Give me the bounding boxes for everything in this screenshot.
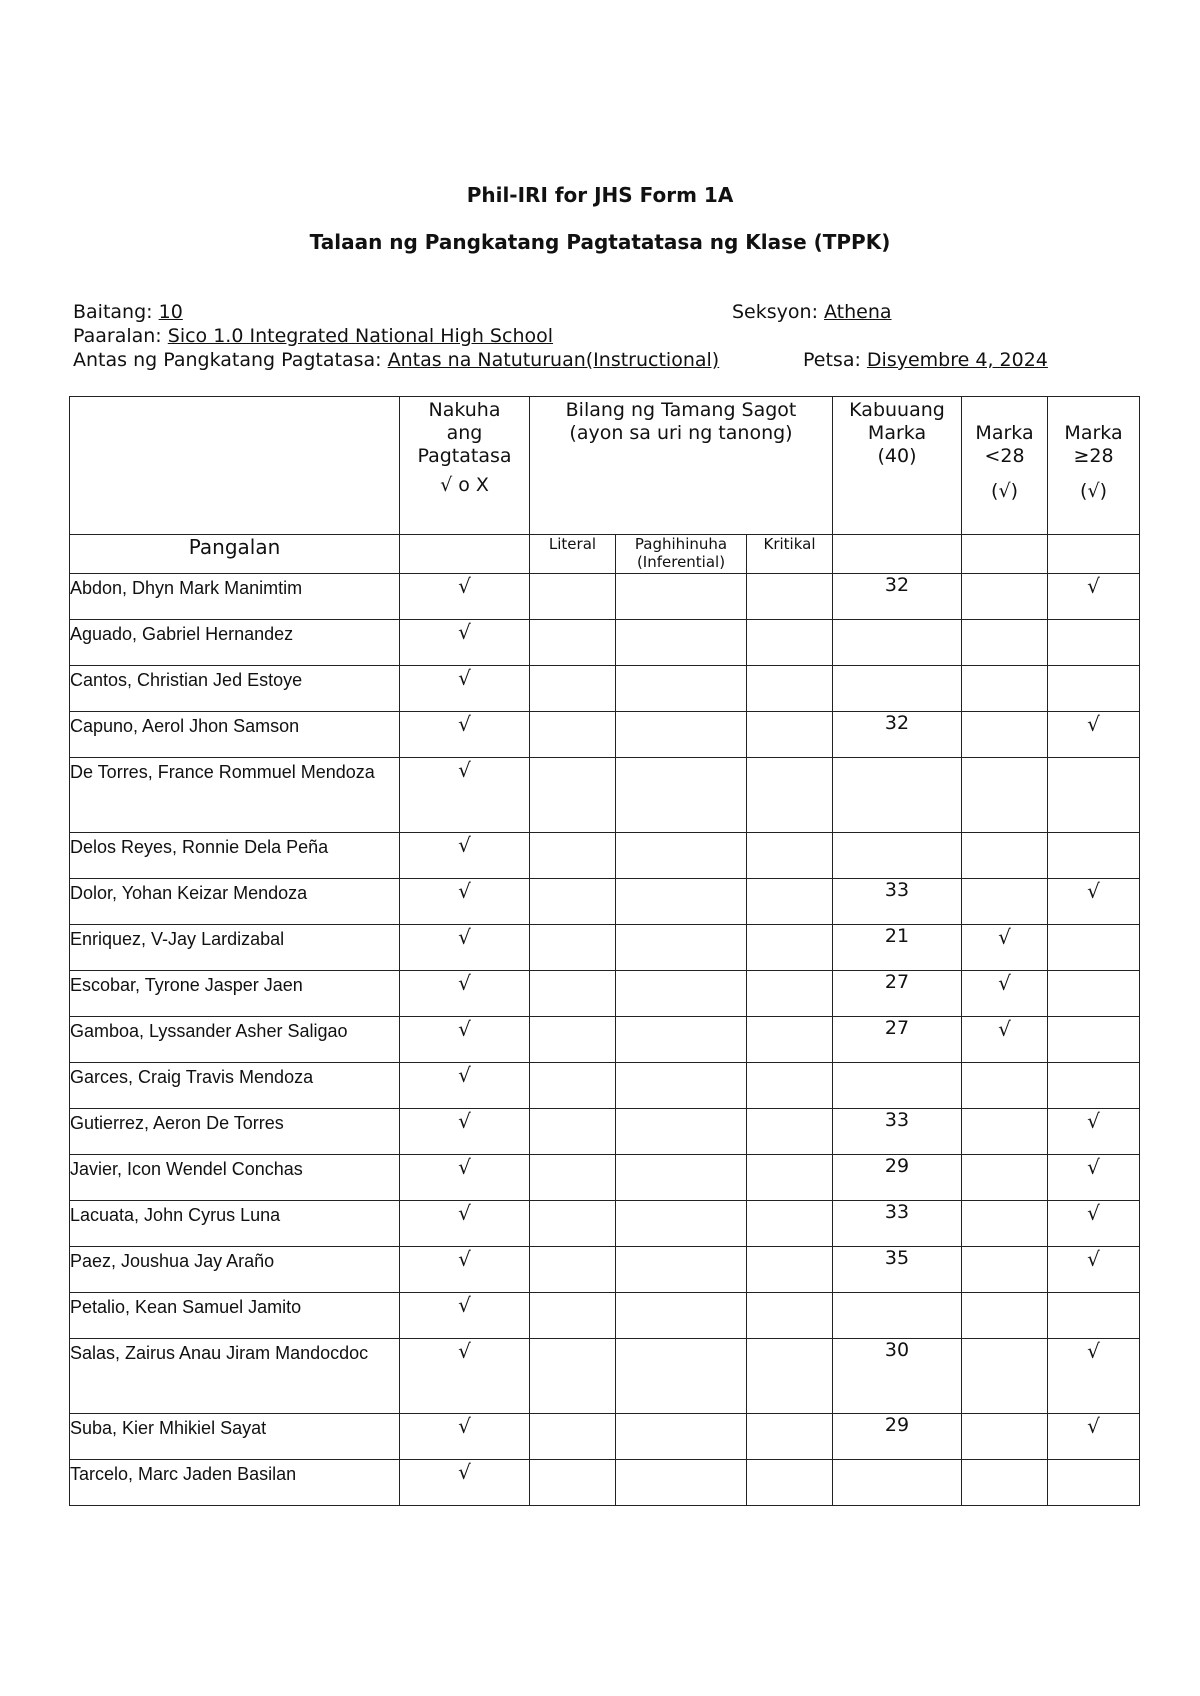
baitang-label: Baitang: <box>73 301 153 323</box>
bilang-l1: Bilang ng Tamang Sagot <box>565 399 797 421</box>
below-28-check <box>962 1063 1048 1109</box>
kritikal-cell <box>747 1293 833 1339</box>
total-score: 32 <box>833 574 962 620</box>
took-check: √ <box>400 1247 530 1293</box>
student-name: De Torres, France Rommuel Mendoza <box>70 758 400 833</box>
total-score: 33 <box>833 1109 962 1155</box>
paghihinuha-cell <box>616 971 747 1017</box>
paghihinuha-cell <box>616 758 747 833</box>
total-score: 29 <box>833 1155 962 1201</box>
literal-cell <box>530 712 616 758</box>
total-score: 33 <box>833 1201 962 1247</box>
took-check: √ <box>400 712 530 758</box>
baitang-field <box>73 301 183 323</box>
header-marka-ge28 <box>1048 397 1140 535</box>
paaralan-field <box>73 325 553 347</box>
paghihinuha-cell <box>616 1247 747 1293</box>
table-row <box>70 666 1140 712</box>
table-row <box>70 1109 1140 1155</box>
paghihinuha-cell <box>616 925 747 971</box>
below-28-check <box>962 1109 1048 1155</box>
took-check: √ <box>400 1414 530 1460</box>
header-blank <box>70 397 400 535</box>
took-check: √ <box>400 1460 530 1506</box>
kritikal-cell <box>747 758 833 833</box>
student-name: Garces, Craig Travis Mendoza <box>70 1063 400 1109</box>
below-28-check <box>962 574 1048 620</box>
student-name: Tarcelo, Marc Jaden Basilan <box>70 1460 400 1506</box>
seksyon-field <box>732 301 892 323</box>
table-row <box>70 1293 1140 1339</box>
kritikal-cell <box>747 620 833 666</box>
subheader-blank-nakuha <box>400 535 530 574</box>
at-least-28-check <box>1048 1460 1140 1506</box>
literal-cell <box>530 1063 616 1109</box>
took-check: √ <box>400 925 530 971</box>
kritikal-cell <box>747 971 833 1017</box>
took-check: √ <box>400 620 530 666</box>
total-score <box>833 1063 962 1109</box>
literal-cell <box>530 1460 616 1506</box>
subheader-blank-lt28 <box>962 535 1048 574</box>
kabuuan-l2: Marka <box>867 422 927 444</box>
below-28-check <box>962 1201 1048 1247</box>
student-name: Paez, Joushua Jay Araño <box>70 1247 400 1293</box>
paghihinuha-l2: (Inferential) <box>636 553 726 571</box>
at-least-28-check: √ <box>1048 879 1140 925</box>
kabuuan-l3: (40) <box>877 445 917 467</box>
student-name: Petalio, Kean Samuel Jamito <box>70 1293 400 1339</box>
literal-cell <box>530 1155 616 1201</box>
seksyon-value: Athena <box>824 301 892 323</box>
seksyon-label: Seksyon: <box>732 301 818 323</box>
marka-ge-l1: Marka <box>1064 422 1123 444</box>
kritikal-cell <box>747 1460 833 1506</box>
bilang-l2: (ayon sa uri ng tanong) <box>569 422 793 444</box>
literal-cell <box>530 620 616 666</box>
at-least-28-check <box>1048 833 1140 879</box>
took-check: √ <box>400 1063 530 1109</box>
header-nakuha <box>400 397 530 535</box>
below-28-check <box>962 1293 1048 1339</box>
table-row <box>70 1460 1140 1506</box>
nakuha-l1: Nakuha <box>428 399 501 421</box>
at-least-28-check: √ <box>1048 1414 1140 1460</box>
paghihinuha-cell <box>616 620 747 666</box>
header-paghihinuha <box>616 535 747 574</box>
table-row <box>70 971 1140 1017</box>
paghihinuha-cell <box>616 879 747 925</box>
took-check: √ <box>400 879 530 925</box>
table-row <box>70 833 1140 879</box>
paghihinuha-cell <box>616 1201 747 1247</box>
below-28-check <box>962 1247 1048 1293</box>
took-check: √ <box>400 1339 530 1414</box>
header-pangalan: Pangalan <box>70 535 400 574</box>
literal-cell <box>530 1293 616 1339</box>
at-least-28-check: √ <box>1048 1155 1140 1201</box>
table-row <box>70 1063 1140 1109</box>
paghihinuha-cell <box>616 1414 747 1460</box>
total-score: 33 <box>833 879 962 925</box>
table-row <box>70 1155 1140 1201</box>
at-least-28-check: √ <box>1048 712 1140 758</box>
nakuha-l2: ang <box>446 422 483 444</box>
table-row <box>70 1414 1140 1460</box>
antas-label: Antas ng Pangkatang Pagtatasa: <box>73 349 382 371</box>
total-score <box>833 758 962 833</box>
at-least-28-check <box>1048 620 1140 666</box>
literal-cell <box>530 1201 616 1247</box>
took-check: √ <box>400 758 530 833</box>
marka-ge-l3: (√) <box>1080 480 1107 502</box>
paghihinuha-cell <box>616 1017 747 1063</box>
took-check: √ <box>400 574 530 620</box>
student-name: Cantos, Christian Jed Estoye <box>70 666 400 712</box>
literal-cell <box>530 758 616 833</box>
took-check: √ <box>400 1155 530 1201</box>
paghihinuha-l1: Paghihinuha <box>634 535 728 553</box>
marka-lt-l3: (√) <box>991 480 1018 502</box>
below-28-check <box>962 1460 1048 1506</box>
kritikal-cell <box>747 1109 833 1155</box>
at-least-28-check: √ <box>1048 1339 1140 1414</box>
student-name: Capuno, Aerol Jhon Samson <box>70 712 400 758</box>
at-least-28-check: √ <box>1048 1201 1140 1247</box>
below-28-check <box>962 1414 1048 1460</box>
below-28-check: √ <box>962 1017 1048 1063</box>
subheader-blank-ge28 <box>1048 535 1140 574</box>
literal-cell <box>530 1109 616 1155</box>
student-rows <box>70 574 1140 1506</box>
kritikal-cell <box>747 1414 833 1460</box>
table-row <box>70 925 1140 971</box>
at-least-28-check <box>1048 925 1140 971</box>
table-row <box>70 1201 1140 1247</box>
below-28-check <box>962 666 1048 712</box>
literal-cell <box>530 666 616 712</box>
kritikal-cell <box>747 925 833 971</box>
table-row <box>70 879 1140 925</box>
marka-lt-l2: <28 <box>984 445 1025 467</box>
paghihinuha-cell <box>616 1063 747 1109</box>
at-least-28-check <box>1048 1293 1140 1339</box>
literal-cell <box>530 1247 616 1293</box>
literal-cell <box>530 971 616 1017</box>
kritikal-cell <box>747 1063 833 1109</box>
table-row <box>70 758 1140 833</box>
at-least-28-check: √ <box>1048 1247 1140 1293</box>
took-check: √ <box>400 833 530 879</box>
total-score: 32 <box>833 712 962 758</box>
total-score <box>833 833 962 879</box>
below-28-check <box>962 1155 1048 1201</box>
header-marka-lt28 <box>962 397 1048 535</box>
student-name: Gutierrez, Aeron De Torres <box>70 1109 400 1155</box>
literal-cell <box>530 1339 616 1414</box>
at-least-28-check <box>1048 1017 1140 1063</box>
paghihinuha-cell <box>616 1339 747 1414</box>
paghihinuha-cell <box>616 666 747 712</box>
student-name: Escobar, Tyrone Jasper Jaen <box>70 971 400 1017</box>
antas-value: Antas na Natuturuan(Instructional) <box>387 349 720 371</box>
kritikal-cell <box>747 1339 833 1414</box>
below-28-check: √ <box>962 971 1048 1017</box>
kritikal-cell <box>747 666 833 712</box>
below-28-check <box>962 833 1048 879</box>
student-name: Javier, Icon Wendel Conchas <box>70 1155 400 1201</box>
tppk-table <box>69 396 1140 1506</box>
paghihinuha-cell <box>616 574 747 620</box>
total-score: 27 <box>833 971 962 1017</box>
took-check: √ <box>400 1017 530 1063</box>
petsa-value: Disyembre 4, 2024 <box>866 349 1048 371</box>
literal-cell <box>530 1414 616 1460</box>
total-score <box>833 1460 962 1506</box>
literal-cell <box>530 574 616 620</box>
form-subtitle: Talaan ng Pangkatang Pagtatatasa ng Klase (TPPK) <box>309 230 891 254</box>
total-score <box>833 666 962 712</box>
at-least-28-check <box>1048 666 1140 712</box>
kritikal-cell <box>747 1201 833 1247</box>
antas-field <box>73 349 719 371</box>
at-least-28-check <box>1048 971 1140 1017</box>
nakuha-l3: Pagtatasa <box>417 445 512 467</box>
form-title: Phil-IRI for JHS Form 1A <box>466 183 734 207</box>
table-row <box>70 1339 1140 1414</box>
student-name: Lacuata, John Cyrus Luna <box>70 1201 400 1247</box>
paghihinuha-cell <box>616 1293 747 1339</box>
kritikal-cell <box>747 1247 833 1293</box>
table-row <box>70 1017 1140 1063</box>
literal-cell <box>530 833 616 879</box>
paaralan-label: Paaralan: <box>73 325 162 347</box>
kritikal-cell <box>747 1155 833 1201</box>
total-score <box>833 1293 962 1339</box>
table-row <box>70 712 1140 758</box>
paaralan-value: Sico 1.0 Integrated National High School <box>167 325 554 347</box>
took-check: √ <box>400 1201 530 1247</box>
total-score <box>833 620 962 666</box>
student-name: Aguado, Gabriel Hernandez <box>70 620 400 666</box>
student-name: Delos Reyes, Ronnie Dela Peña <box>70 833 400 879</box>
took-check: √ <box>400 1293 530 1339</box>
marka-ge-l2: ≥28 <box>1073 445 1114 467</box>
literal-cell <box>530 879 616 925</box>
paghihinuha-cell <box>616 1109 747 1155</box>
at-least-28-check <box>1048 758 1140 833</box>
paghihinuha-cell <box>616 833 747 879</box>
student-name: Enriquez, V-Jay Lardizabal <box>70 925 400 971</box>
took-check: √ <box>400 971 530 1017</box>
total-score: 35 <box>833 1247 962 1293</box>
at-least-28-check <box>1048 1063 1140 1109</box>
kritikal-cell <box>747 879 833 925</box>
below-28-check <box>962 758 1048 833</box>
student-name: Gamboa, Lyssander Asher Saligao <box>70 1017 400 1063</box>
table-row <box>70 1247 1140 1293</box>
student-name: Abdon, Dhyn Mark Manimtim <box>70 574 400 620</box>
literal-cell <box>530 925 616 971</box>
kritikal-cell <box>747 833 833 879</box>
student-name: Suba, Kier Mhikiel Sayat <box>70 1414 400 1460</box>
subheader-blank-kabuuan <box>833 535 962 574</box>
table-row <box>70 574 1140 620</box>
nakuha-l4: √ o X <box>440 474 489 496</box>
at-least-28-check: √ <box>1048 574 1140 620</box>
kritikal-cell <box>747 712 833 758</box>
literal-cell <box>530 1017 616 1063</box>
table-row <box>70 620 1140 666</box>
petsa-field <box>803 349 1048 371</box>
student-name: Dolor, Yohan Keizar Mendoza <box>70 879 400 925</box>
baitang-value: 10 <box>158 301 183 323</box>
below-28-check <box>962 620 1048 666</box>
below-28-check: √ <box>962 925 1048 971</box>
total-score: 30 <box>833 1339 962 1414</box>
header-kritikal: Kritikal <box>747 535 833 574</box>
header-kabuuan <box>833 397 962 535</box>
marka-lt-l1: Marka <box>975 422 1034 444</box>
below-28-check <box>962 712 1048 758</box>
total-score: 27 <box>833 1017 962 1063</box>
below-28-check <box>962 879 1048 925</box>
below-28-check <box>962 1339 1048 1414</box>
kabuuan-l1: Kabuuang <box>849 399 945 421</box>
header-literal: Literal <box>530 535 616 574</box>
paghihinuha-cell <box>616 1460 747 1506</box>
paghihinuha-cell <box>616 712 747 758</box>
at-least-28-check: √ <box>1048 1109 1140 1155</box>
kritikal-cell <box>747 1017 833 1063</box>
total-score: 21 <box>833 925 962 971</box>
took-check: √ <box>400 666 530 712</box>
total-score: 29 <box>833 1414 962 1460</box>
petsa-label: Petsa: <box>803 349 861 371</box>
paghihinuha-cell <box>616 1155 747 1201</box>
took-check: √ <box>400 1109 530 1155</box>
header-bilang <box>530 397 833 535</box>
kritikal-cell <box>747 574 833 620</box>
student-name: Salas, Zairus Anau Jiram Mandocdoc <box>70 1339 400 1414</box>
